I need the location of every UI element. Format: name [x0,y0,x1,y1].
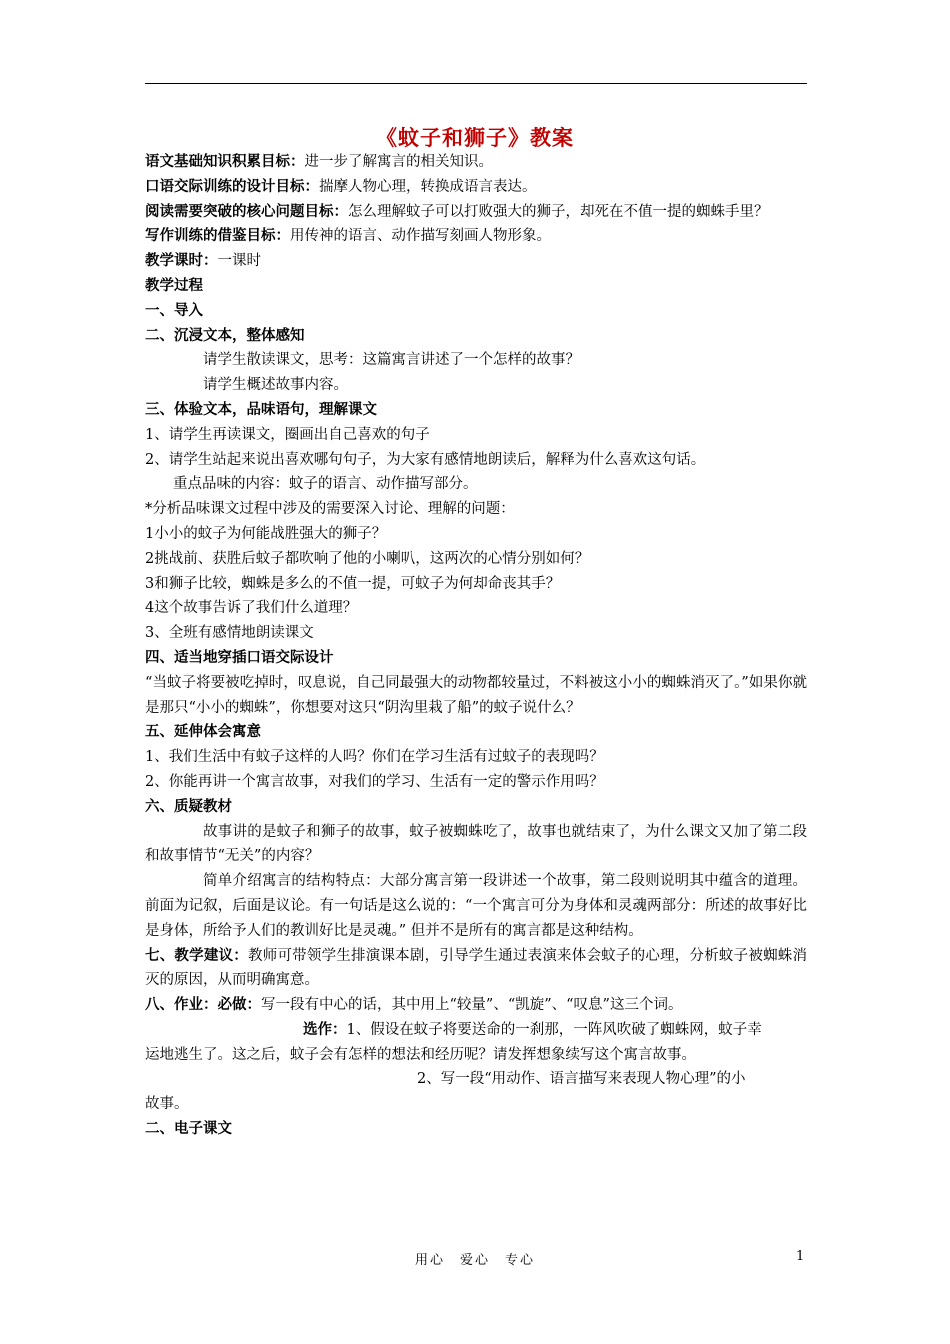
page-number: 1 [796,1249,805,1264]
section-e-text-heading: 二、电子课文 [145,1121,232,1138]
goal-writing: 写作训练的借鉴目标：用传神的语言、动作描写刻画人物形象。 [145,228,551,245]
section-6-paragraph-1: 故事讲的是蚊子和狮子的故事，蚊子被蜘蛛吃了，故事也就结束了，为什么课文又加了第二段和故事情节“无关”的内容？ [145,823,807,865]
section-3-line: 1、请学生再读课文，圈画出自己喜欢的句子 [145,426,430,443]
section-3-line: 2、请学生站起来说出喜欢哪句句子，为大家有感情地朗读后，解释为什么喜欢这句话。 [145,451,706,468]
page-footer: 用心 爱心 专心 [414,1253,535,1268]
section-8-optional-2b: 故事。 [145,1096,189,1113]
goal-basic: 语文基础知识积累目标：进一步了解寓言的相关知识。 [145,154,493,170]
section-3-question: 1小小的蚊子为何能战胜强大的狮子？ [145,525,387,542]
header-rule [145,83,807,84]
section-3-line: *分析品味课文过程中涉及的需要深入讨论、理解的问题： [145,501,515,518]
section-5-heading: 五、延伸体会寓意 [145,724,261,741]
section-6-heading: 六、质疑教材 [145,798,232,815]
section-7: 七、教学建议：教师可带领学生排演课本剧，引导学生通过表演来体会蚊子的心理，分析蚊子被蜘蛛消灭的原因，从而明确寓意。 [145,947,807,989]
process-heading: 教学过程 [145,277,203,294]
section-3-line: 重点品味的内容：蚊子的语言、动作描写部分。 [173,476,478,493]
section-1-heading: 一、导入 [145,302,203,319]
section-8-optional-1b: 运地逃生了。这之后，蚊子会有怎样的想法和经历呢？请发挥想象续写这个寓言故事。 [145,1046,696,1063]
section-3-question: 4这个故事告诉了我们什么道理？ [145,600,358,617]
section-2-heading: 二、沉浸文本，整体感知 [145,327,305,344]
section-3-question: 2挑战前、获胜后蚊子都吹响了他的小喇叭，这两次的心情分别如何？ [145,550,590,567]
section-6-paragraph-2: 简单介绍寓言的结构特点：大部分寓言第一段讲述一个故事，第二段则说明其中蕴含的道理。前面为记叙，后面是议论。有一句话是这么说的：“一个寓言可分为身体和灵魂两部分：所述的故事好比是身体，所给予人们的教训好比是灵魂。” 但并不是所有的寓言都是这种结构。 [145,873,807,939]
document-title: 《蚊子和狮子》教案 [376,126,574,150]
section-5-line: 2、你能再讲一个寓言故事，对我们的学习、生活有一定的警示作用吗？ [145,773,604,790]
section-2-line: 请学生概述故事内容。 [203,377,348,394]
section-8-optional-2a: 2、写一段“用动作、语言描写来表现人物心理”的小 [417,1071,746,1088]
goal-reading: 阅读需要突破的核心问题目标：怎么理解蚊子可以打败强大的狮子，却死在不值一提的蜘蛛手里？ [145,203,769,220]
goal-oral: 口语交际训练的设计目标：揣摩人物心理，转换成语言表达。 [145,178,537,195]
section-5-line: 1、我们生活中有蚊子这样的人吗？你们在学习生活有过蚊子的表现吗？ [145,749,604,766]
section-8-optional-1a: 选作：1、假设在蚊子将要送命的一刹那，一阵风吹破了蜘蛛网，蚊子幸 [303,1021,762,1038]
section-8-must: 八、作业：必做：写一段有中心的话，其中用上“较量”、“凯旋”、“叹息”这三个词。 [145,997,683,1014]
section-4-text: “当蚊子将要被吃掉时，叹息说，自己同最强大的动物都较量过，不料被这小小的蜘蛛消灭了。”如果你就是那只“小小的蜘蛛”，你想要对这只“阴沟里栽了船”的蚊子说什么？ [145,674,807,716]
section-3-heading: 三、体验文本，品味语句，理解课文 [145,401,377,418]
section-3-question: 3和狮子比较，蜘蛛是多么的不值一提，可蚊子为何却命丧其手？ [145,575,561,592]
section-3-line: 3、全班有感情地朗读课文 [145,625,314,642]
class-hours: 教学课时：一课时 [145,253,261,270]
document-body [145,150,807,1142]
section-2-line: 请学生散读课文，思考：这篇寓言讲述了一个怎样的故事？ [203,352,580,369]
section-4-heading: 四、适当地穿插口语交际设计 [145,649,334,666]
